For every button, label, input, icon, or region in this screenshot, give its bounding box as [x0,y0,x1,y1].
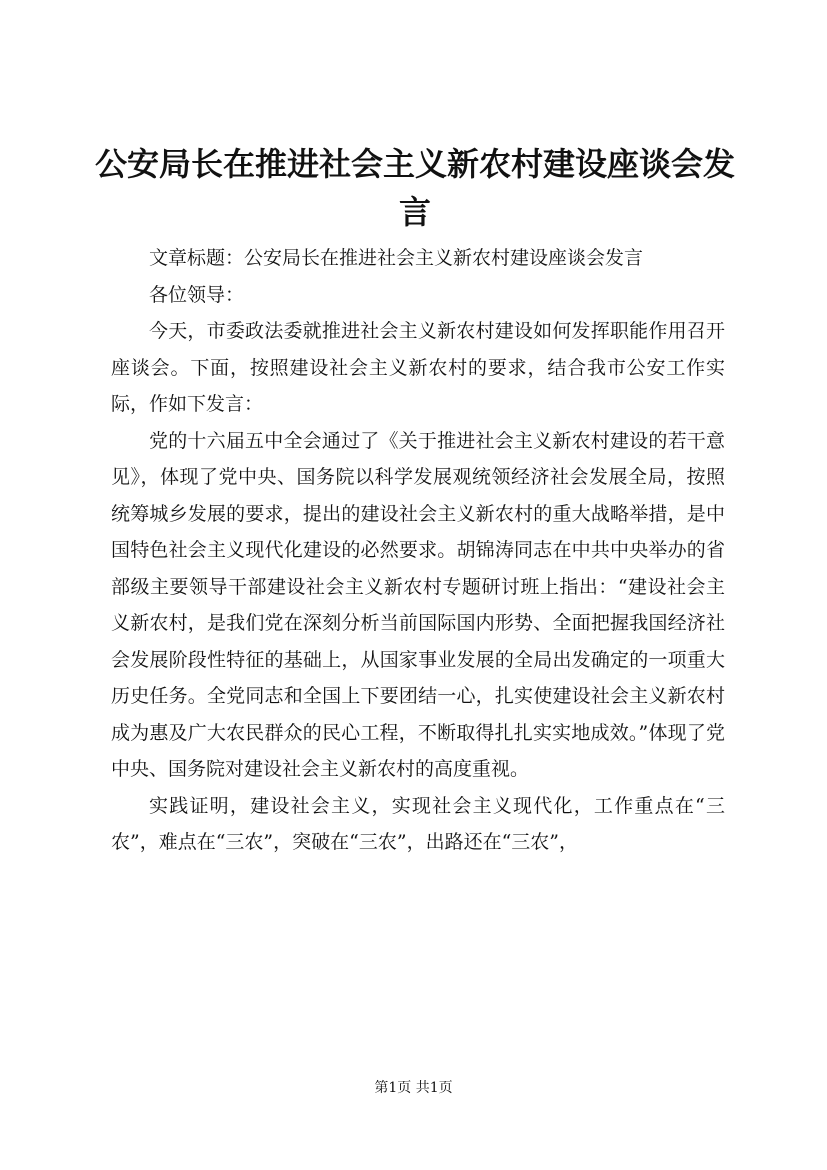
paragraph-article-title: 文章标题：公安局长在推进社会主义新农村建设座谈会发言 [149,247,644,269]
document-title: 公安局长在推进社会主义新农村建设座谈会发言 [94,145,735,231]
paragraph-background: 党的十六届五中全会通过了《关于推进社会主义新农村建设的若干意见》，体现了党中央、国务院以科学发展观统领经济社会发展全局，按照统筹城乡发展的要求，提出的建设社会主义新农村的重大战略举措，是中国特色社会主义现代化建设的必然要求。胡锦涛同志在中共中央举办的省部级主要领导干部建设社会主义新农村专题研讨班上指出：“建设社会主义新农村，是我们党在深刻分析当前国际国内形势、全面把握我国经济社会发展阶段性特征的基础上，从国家事业发展的全局出发确定的一项重大历史任务。全党同志和全国上下要团结一心，扎实使建设社会主义新农村成为惠及广大农民群众的民心工程，不断取得扎扎实实地成效。”体现了党中央、国务院对建设社会主义新农村的高度重视。 [111,429,725,780]
paragraph-practice: 实践证明，建设社会主义，实现社会主义现代化，工作重点在“三农”，难点在“三农”，突破在“三农”，出路还在“三农”， [111,794,725,853]
page-footer: 第1页 共1页 [374,1080,453,1096]
document-body [111,240,725,861]
paragraph-intro: 今天，市委政法委就推进社会主义新农村建设如何发挥职能作用召开座谈会。下面，按照建设社会主义新农村的要求，结合我市公安工作实际，作如下发言： [111,320,725,415]
paragraph-salutation: 各位领导： [149,283,245,306]
